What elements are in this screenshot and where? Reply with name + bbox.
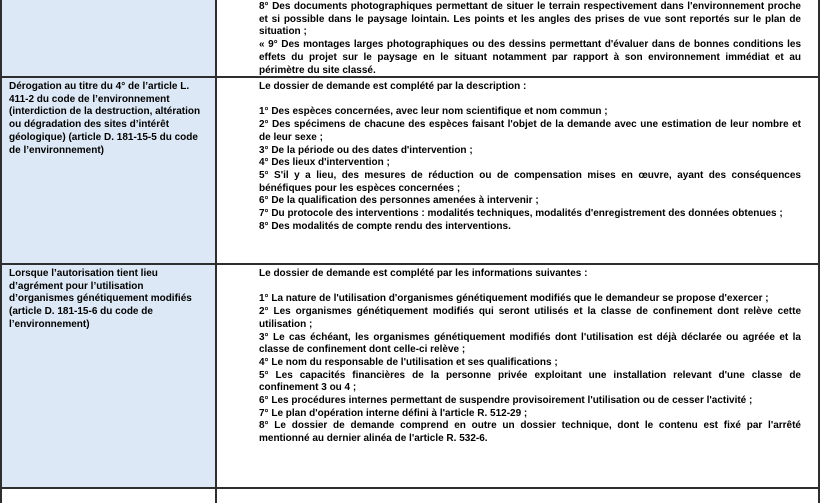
paragraph: 1° Des espèces concernées, avec leur nom scientifique et nom commun ; bbox=[259, 106, 608, 118]
paragraph: 6° De la qualification des personnes amenées à intervenir ; bbox=[259, 195, 539, 207]
paragraph: 2° Des spécimens de chacune des espèces faisant l'objet de la demande avec une estimation de leur nombre et de leur sexe ; bbox=[259, 119, 801, 143]
paragraph: 5° S'il y a lieu, des mesures de réduction ou de compensation mises en œuvre, ayant des conséquences bénéfiques pour les espèces concernées ; bbox=[259, 169, 801, 194]
article-reference-cell-empty bbox=[2, 489, 217, 503]
table-row-continued bbox=[2, 0, 818, 78]
article-reference-cell: Dérogation au titre du 4° de l’article L. 411-2 du code de l’environnement (interdiction de la destruction, altération ou dégradation des sites d’intérêt géologique) (article D. 181-15-5 du code de l’environnement) bbox=[2, 78, 217, 263]
requirements-cell bbox=[217, 265, 818, 487]
table-row-organismes-genetiquement-modifies bbox=[2, 265, 818, 489]
requirements-items bbox=[259, 293, 801, 445]
paragraph: 8° Le dossier de demande comprend en outre un dossier technique, dont le contenu est fixé par l'arrêté mentionné au dernier alinéa de l'article R. 532-6. bbox=[259, 420, 801, 445]
article-reference-cell: Lorsque l’autorisation tient lieu d’agrément pour l’utilisation d’organismes génétiquement modifiés (article D. 181-15-6 du code de l’environnement) bbox=[2, 265, 217, 487]
paragraph: 2° Les organismes génétiquement modifiés qui seront utilisés et la classe de confinement dont relève cette utilisation ; bbox=[259, 306, 801, 330]
paragraph: « 9° Des montages larges photographiques ou des dessins permettant d'évaluer dans de bonnes conditions les effets du projet sur le paysage en le situant notamment par rapport à son environnement immédiat et au périmètre du site classé. bbox=[259, 39, 801, 76]
requirements-cell-empty bbox=[217, 489, 818, 503]
paragraph: 8° Des documents photographiques permettant de situer le terrain respectivement dans l'environnement proche et si possible dans le paysage lointain. Les points et les angles des prises de vue sont reportés sur le plan de situation ; bbox=[259, 1, 801, 38]
paragraph: 4° Le nom du responsable de l'utilisation et ses qualifications ; bbox=[259, 356, 558, 368]
requirements-intro: Le dossier de demande est complété par les informations suivantes : bbox=[259, 268, 588, 279]
paragraph: 1° La nature de l'utilisation d'organismes génétiquement modifiés que le demandeur se propose d'exercer ; bbox=[259, 293, 769, 305]
paragraph: 8° Des modalités de compte rendu des interventions. bbox=[259, 220, 511, 232]
paragraph: 5° Les capacités financières de la personne privée exploitant une installation relevant d'une classe de confinement 3 ou 4 ; bbox=[259, 369, 801, 394]
requirements-intro: Le dossier de demande est complété par la description : bbox=[259, 81, 527, 92]
article-reference-cell-empty bbox=[2, 0, 217, 76]
table-row-derogation-sites-geologiques bbox=[2, 78, 818, 265]
paragraph: 3° De la période ou des dates d'intervention ; bbox=[259, 144, 473, 156]
requirements-cell bbox=[217, 0, 818, 76]
paragraph: 4° Des lieux d'intervention ; bbox=[259, 157, 390, 169]
requirements-items bbox=[259, 106, 801, 233]
paragraph: 6° Les procédures internes permettant de suspendre provisoirement l'utilisation ou de cesser l'activité ; bbox=[259, 395, 753, 407]
paragraph: 7° Du protocole des interventions : modalités techniques, modalités d'enregistrement des données obtenues ; bbox=[259, 208, 783, 220]
paragraph: 3° Le cas échéant, les organismes génétiquement modifiés dont l'utilisation est déjà déclarée ou agréée et la classe de confinement dont celle-ci relève ; bbox=[259, 331, 801, 356]
table-row-next-partial bbox=[2, 489, 818, 503]
paragraph: 7° Le plan d'opération interne défini à l'article R. 512-29 ; bbox=[259, 407, 528, 419]
requirements-cell bbox=[217, 78, 818, 263]
